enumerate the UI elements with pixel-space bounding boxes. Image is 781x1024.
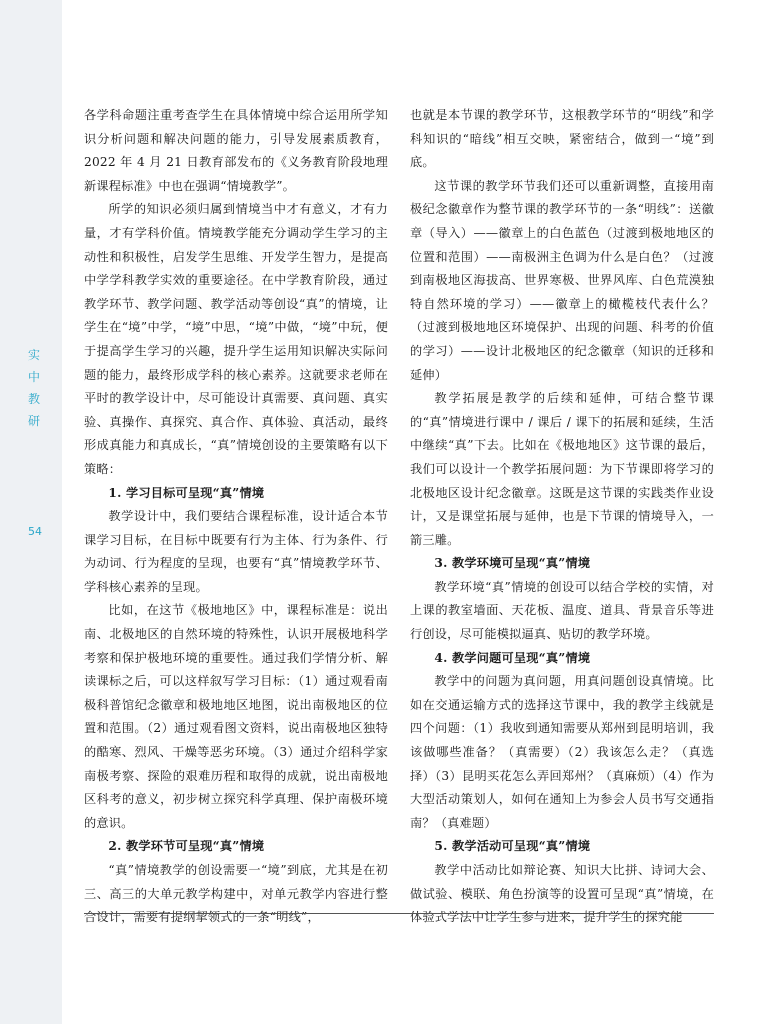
section-label [26,344,42,432]
side-strip [0,0,62,1024]
section-heading: 1. 学习目标可呈现“真”情境 [108,485,265,500]
section-heading: 3. 教学环境可呈现“真”情境 [434,556,591,571]
paragraph: 各学科命题注重考查学生在具体情境中综合运用所学知识分析问题和解决问题的能力，引导发展素质教育，2022 年 4 月 21 日教育部发布的《义务教育阶段地理新课程标准》中也在强调“情境教学”。 [84,108,388,193]
section-label-char: 研 [27,414,40,428]
section-label-char: 实 [27,348,40,362]
section-heading: 5. 教学活动可呈现“真”情境 [434,839,591,854]
page-number: 54 [28,525,42,538]
section-label-char: 教 [27,392,40,406]
paragraph: 教学拓展是教学的后续和延伸，可结合整节课的“真”情境进行课中 / 课后 / 课下的拓展和延续，生活中继续“真”下去。比如在《极地地区》这节课的最后，我们可以设计一个教学拓展问题：为下节课即将学习的北极地区设计纪念徽章。这既是这节课的实践类作业设计，又是课堂拓展与延伸，也是下节课的情境导入，一箭三雕。 [410,391,714,547]
paragraph: 教学中活动比如辩论赛、知识大比拼、诗词大会、做试验、模联、角色扮演等的设置可呈现“真”情境，在体验式学法中让学生参与进来，提升学生的探究能 [410,863,714,925]
section-heading: 4. 教学问题可呈现“真”情境 [434,650,591,665]
paragraph: 所学的知识必须归属到情境当中才有意义，才有力量，才有学科价值。情境教学能充分调动学生学习的主动性和积极性，启发学生思维、开发学生智力，是提高中学学科教学实效的重要途径。在中学教育阶段，通过教学环节、教学问题、教学活动等创设“真”的情境，让学生在“境”中学，“境”中思，“境”中做，“境”中玩，便于提高学生学习的兴趣，提升学生运用知识解决实际问题的能力，最终形成学科的核心素养。这就要求老师在平时的教学设计中，尽可能设计真需要、真问题、真实验、真操作、真探究、真合作、真体验、真活动，最终形成真能力和真成长，“真”情境创设的主要策略有以下策略： [84,202,388,476]
section-label-char: 中 [27,370,40,384]
left-column [84,104,388,930]
footer-rule [84,913,714,914]
paragraph: 教学环境“真”情境的创设可以结合学校的实情，对上课的教室墙面、天花板、温度、道具、背景音乐等进行创设，尽可能模拟逼真、贴切的教学环境。 [410,579,714,642]
paragraph: 比如，在这节《极地地区》中，课程标准是：说出南、北极地区的自然环境的特殊性，认识开展极地科学考察和保护极地环境的重要性。通过我们学情分析、解读课标之后，可以这样叙写学习目标：（1）通过观看南极科普馆纪念徽章和极地地区地图，说出南极地区的位置和范围。（2）通过观看图文资料，说出南极地区独特的酷寒、烈风、干燥等恶劣环境。（3）通过介绍科学家南极考察、探险的艰难历程和取得的成就，说出南极地区科考的意义，初步树立探究科学真理、保护南极环境的意识。 [84,603,388,830]
section-heading: 2. 教学环节可呈现“真”情境 [108,839,265,854]
paragraph: “真”情境教学的创设需要一“境”到底，尤其是在初三、高三的大单元教学构建中，对单元教学内容进行整合设计，需要有提纲挈领式的一条“明线”， [84,863,388,925]
paragraph: 教学中的问题为真问题，用真问题创设真情境。比如在交通运输方式的选择这节课中，我的教学主线就是四个问题：（1）我收到通知需要从郑州到昆明培训，我该做哪些准备？（真需要）（2）我该怎么走？（真选择）（3）昆明买花怎么弄回郑州？（真麻烦）（4）作为大型活动策划人，如何在通知上为参会人员书写交通指南？（真难题） [410,674,714,830]
right-column [410,104,714,930]
paragraph: 也就是本节课的教学环节，这根教学环节的“明线”和学科知识的“暗线”相互交映，紧密结合，做到一“境”到底。 [410,108,714,170]
paragraph: 教学设计中，我们要结合课程标准，设计适合本节课学习目标，在目标中既要有行为主体、行为条件、行为动词、行为程度的呈现，也要有“真”情境教学环节、学科核心素养的呈现。 [84,509,388,594]
paragraph: 这节课的教学环节我们还可以重新调整，直接用南极纪念徽章作为整节课的教学环节的一条“明线”：送徽章（导入）——徽章上的白色蓝色（过渡到极地地区的位置和范围）——南极洲主色调为什么是白色？（过渡到南极地区海拔高、世界寒极、世界风库、白色荒漠独特自然环境的学习）——徽章上的橄榄枝代表什么？（过渡到极地地区环境保护、出现的问题、科考的价值的学习）——设计北极地区的纪念徽章（知识的迁移和延伸） [410,178,714,382]
